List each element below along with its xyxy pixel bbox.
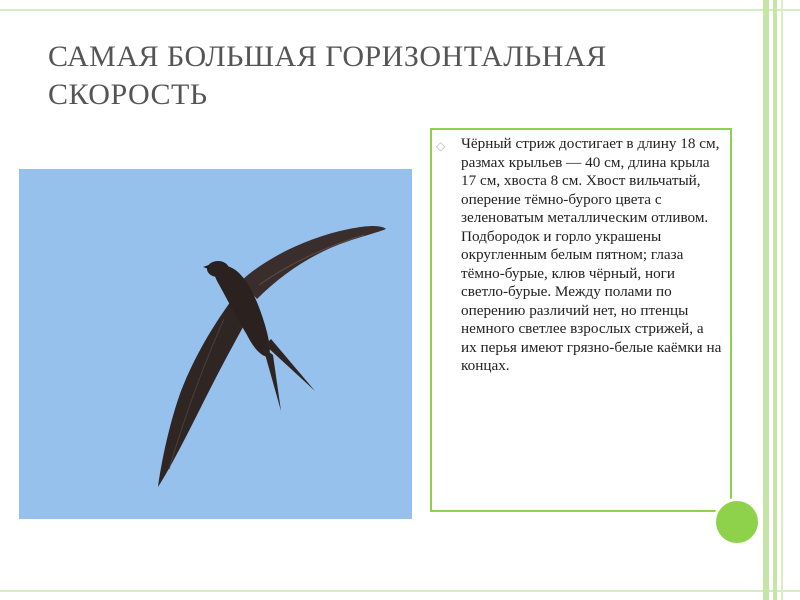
top-divider	[0, 9, 800, 11]
diamond-bullet-icon: ◇	[436, 139, 446, 153]
bottom-divider	[0, 590, 800, 592]
frame-stripe-3	[781, 0, 783, 600]
accent-circle	[713, 498, 761, 546]
slide-title: САМАЯ БОЛЬШАЯ ГОРИЗОНТАЛЬНАЯ СКОРОСТЬ	[48, 40, 607, 111]
description-text: Чёрный стриж достигает в длину 18 см, размах крыльев — 40 см, длина крыла 17 см, хвоста 8 см. Хвост вильчатый, оперение тёмно-бурого цвета с зеленоватым металлическим отливом. Подбородок и горло украшены округленным белым пятном; глаза тёмно-бурые, клюв чёрный, ноги светло-бурые. Между полами по оперению различий нет, но птенцы немного светлее взрослых стрижей, а их перья имеют грязно-белые каёмки на концах.	[461, 135, 722, 374]
frame-stripe-1	[763, 0, 769, 600]
swift-bird-illustration	[19, 169, 412, 519]
description-box	[430, 128, 732, 512]
swift-photo	[19, 169, 412, 519]
frame-stripe-2	[773, 0, 777, 600]
